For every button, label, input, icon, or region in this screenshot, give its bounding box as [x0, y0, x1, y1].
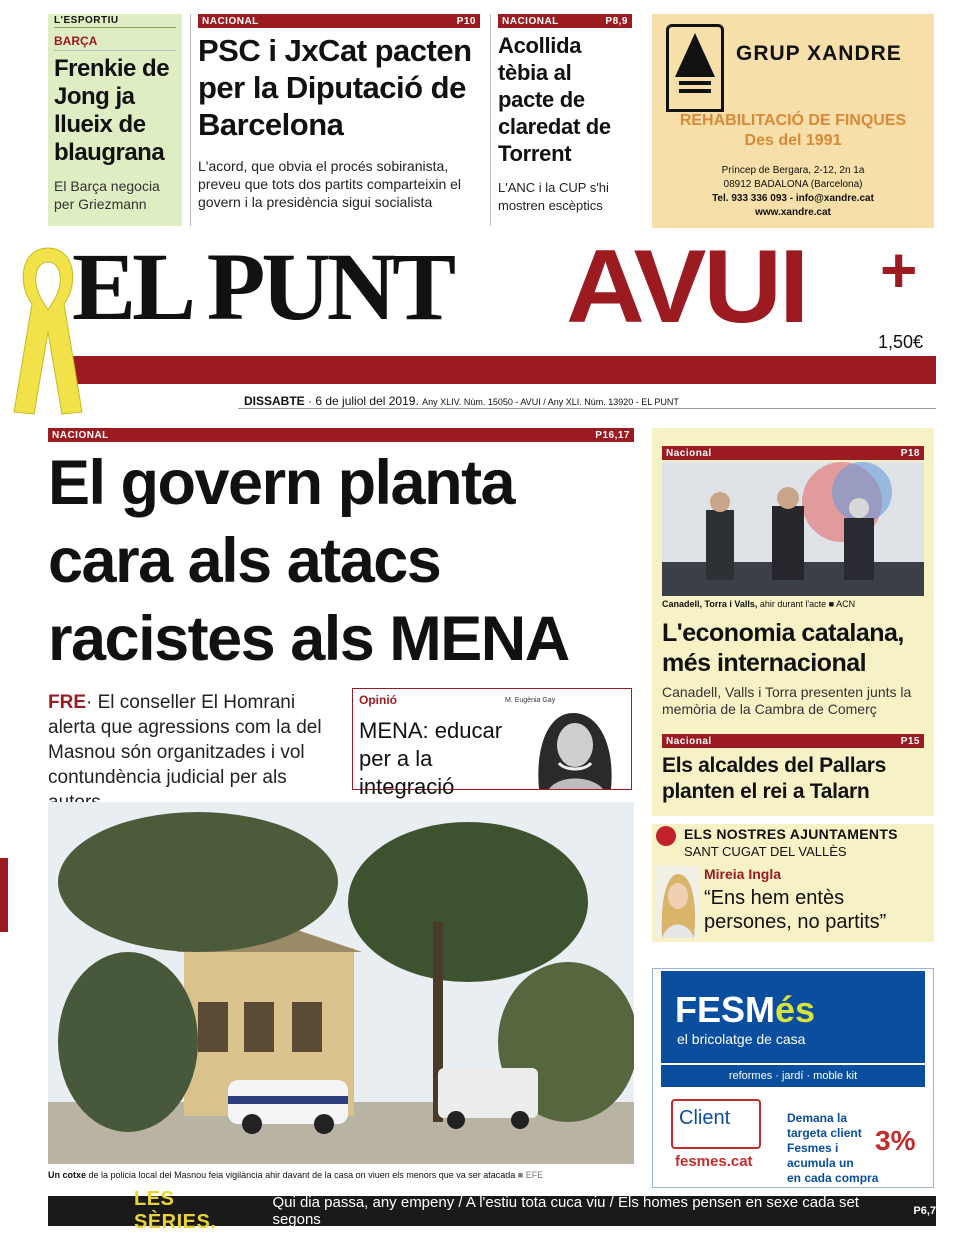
- page-ref: P8,9: [605, 15, 628, 27]
- advert-fesmes[interactable]: [652, 968, 934, 1188]
- teaser-sub: El Barça negocia per Griezmann: [54, 178, 160, 212]
- opinion-box[interactable]: [352, 688, 632, 799]
- card-label: Client: [679, 1107, 731, 1129]
- address-line: Tel. 933 336 093 - info@xandre.cat: [712, 193, 874, 204]
- category-label: BARÇA: [54, 34, 176, 51]
- series-text: Qui dia passa, any empeny / A l'estiu tota cuca viu / Els homes pensen en sexe cada set segons: [272, 1194, 859, 1228]
- section-label: NACIONAL: [202, 15, 259, 27]
- section-bar: [498, 14, 632, 28]
- page-ref: P16,17: [595, 429, 630, 441]
- opinion-label: Opinió: [359, 693, 397, 707]
- dateline-issue: Any XLIV. Núm. 15050 - AVUI / Any XLI. Núm. 13920 - EL PUNT: [422, 397, 679, 407]
- town-hall-icon: [656, 826, 676, 846]
- promo-percent: 3%: [875, 1125, 916, 1156]
- teaser-nacional-2[interactable]: [498, 14, 632, 226]
- address-line: Príncep de Bergara, 2-12, 2n 1a: [721, 165, 865, 176]
- masthead-el-punt[interactable]: EL PUNT: [72, 233, 453, 340]
- interviewee-name: Mireia Ingla: [704, 866, 782, 882]
- advert-services: reformes · jardí · moble kit: [661, 1065, 925, 1087]
- teaser-sub: L'acord, que obvia el procés sobiranista, preveu que tots dos partits comparteixin el govern i la presidència sigui socialista: [198, 158, 462, 210]
- client-card-icon: [671, 1099, 761, 1149]
- section-bar: [662, 446, 924, 460]
- page-ref: P10: [456, 15, 476, 27]
- advert-grup-xandre[interactable]: [652, 14, 934, 228]
- teaser-nacional-1[interactable]: [198, 14, 480, 226]
- xandre-logo-icon: [666, 24, 724, 112]
- caption-credit: ■ EFE: [517, 1170, 544, 1180]
- caption-lead: Un cotxe: [48, 1170, 87, 1180]
- dateline-day: DISSABTE: [244, 394, 305, 408]
- box-title: ELS NOSTRES AJUNTAMENTS: [684, 826, 898, 842]
- series-label: LES SÈRIES.: [134, 1188, 217, 1233]
- brand-part: FESM: [675, 989, 776, 1030]
- teaser-sport[interactable]: [48, 14, 182, 226]
- mayor-portrait: [656, 866, 700, 938]
- section-label: NACIONAL: [502, 15, 559, 27]
- teaser-sub: L'ANC i la CUP s'hi mostren escèptics: [498, 180, 609, 213]
- brand-part: és: [775, 989, 816, 1030]
- ajuntaments-box[interactable]: [652, 824, 934, 942]
- advert-url[interactable]: fesmes.cat: [675, 1153, 753, 1170]
- event-photo[interactable]: [662, 462, 924, 596]
- main-photo[interactable]: [48, 802, 634, 1164]
- caption-text: de la policia local del Masnou feia vigilància ahir davant de la casa on viuen els menors que va ser atacada: [86, 1170, 516, 1180]
- lead-source: FRE: [48, 692, 86, 713]
- section-label: L'ESPORTIU: [54, 14, 176, 28]
- advert-name: GRUP XANDRE: [736, 42, 902, 65]
- address-line: 08912 BADALONA (Barcelona): [723, 179, 863, 190]
- teaser-headline[interactable]: Frenkie de Jong ja llueix de blaugrana: [54, 55, 170, 166]
- main-section-bar: [48, 428, 634, 442]
- story-sub: Canadell, Valls i Torra presenten junts la memòria de la Cambra de Comerç: [662, 684, 912, 717]
- main-headline[interactable]: El govern planta cara als atacs racistes als MENA: [48, 448, 569, 674]
- section-label: Nacional: [666, 447, 712, 459]
- teaser-headline[interactable]: Acollida tèbia al pacte de claredat de Torrent: [498, 33, 611, 166]
- caption-text: ahir durant l'acte ■ ACN: [757, 599, 856, 609]
- masthead-plus: +: [880, 234, 918, 306]
- story-headline[interactable]: L'economia catalana, més internacional: [662, 619, 904, 677]
- photo-caption: [48, 1170, 543, 1180]
- column-divider: [190, 14, 191, 226]
- box-town: SANT CUGAT DEL VALLÈS: [684, 844, 847, 859]
- section-label: Nacional: [666, 735, 712, 747]
- main-lead: [48, 690, 334, 815]
- advert-service: REHABILITACIÓ DE FINQUES: [679, 112, 907, 129]
- promo-text: Demana la targeta client Fesmes i acumula un: [787, 1111, 862, 1170]
- advert-address: [652, 164, 934, 220]
- promo-text: en cada compra: [787, 1171, 879, 1185]
- caption-lead: Canadell, Torra i Valls,: [662, 599, 758, 609]
- author-portrait: [519, 705, 627, 789]
- photo-caption: [662, 599, 855, 609]
- column-divider: [490, 14, 491, 226]
- dateline-date: · 6 de juliol del 2019.: [308, 394, 419, 408]
- page-edge-marker: [0, 858, 8, 932]
- section-bar: [198, 14, 480, 28]
- masthead-band: [64, 356, 936, 384]
- section-bar: [662, 734, 924, 748]
- cover-price: 1,50€: [878, 332, 924, 352]
- footer-series-bar[interactable]: [48, 1188, 936, 1233]
- section-label: NACIONAL: [52, 429, 109, 441]
- address-line: www.xandre.cat: [755, 207, 831, 218]
- opinion-title[interactable]: MENA: educar per a la integració: [359, 718, 503, 799]
- divider: [238, 408, 936, 409]
- yellow-ribbon-icon: [8, 242, 88, 427]
- right-column-stories: [652, 428, 934, 816]
- page-ref: P18: [900, 447, 920, 459]
- page-ref: P15: [900, 735, 920, 747]
- page-ref: P6,7: [913, 1205, 936, 1217]
- advert-since: Des del 1991: [744, 132, 842, 149]
- opinion-author: M. Eugènia Gay: [505, 697, 556, 704]
- advert-brand: [675, 989, 815, 1031]
- lead-text: · El conseller El Homrani alerta que agressions com la del Masnou són organitzades i vol contundència judicial per als: [48, 692, 322, 788]
- dateline: [244, 394, 679, 408]
- advert-tagline: el bricolatge de casa: [677, 1031, 806, 1047]
- interview-quote[interactable]: “Ens hem entès persones, no partits”: [704, 887, 887, 933]
- story-headline[interactable]: Els alcaldes del Pallars planten el rei a Talarn: [662, 754, 886, 803]
- masthead-avui[interactable]: AVUI: [566, 229, 807, 345]
- teaser-headline[interactable]: PSC i JxCat pacten per la Diputació de Barcelona: [198, 33, 472, 142]
